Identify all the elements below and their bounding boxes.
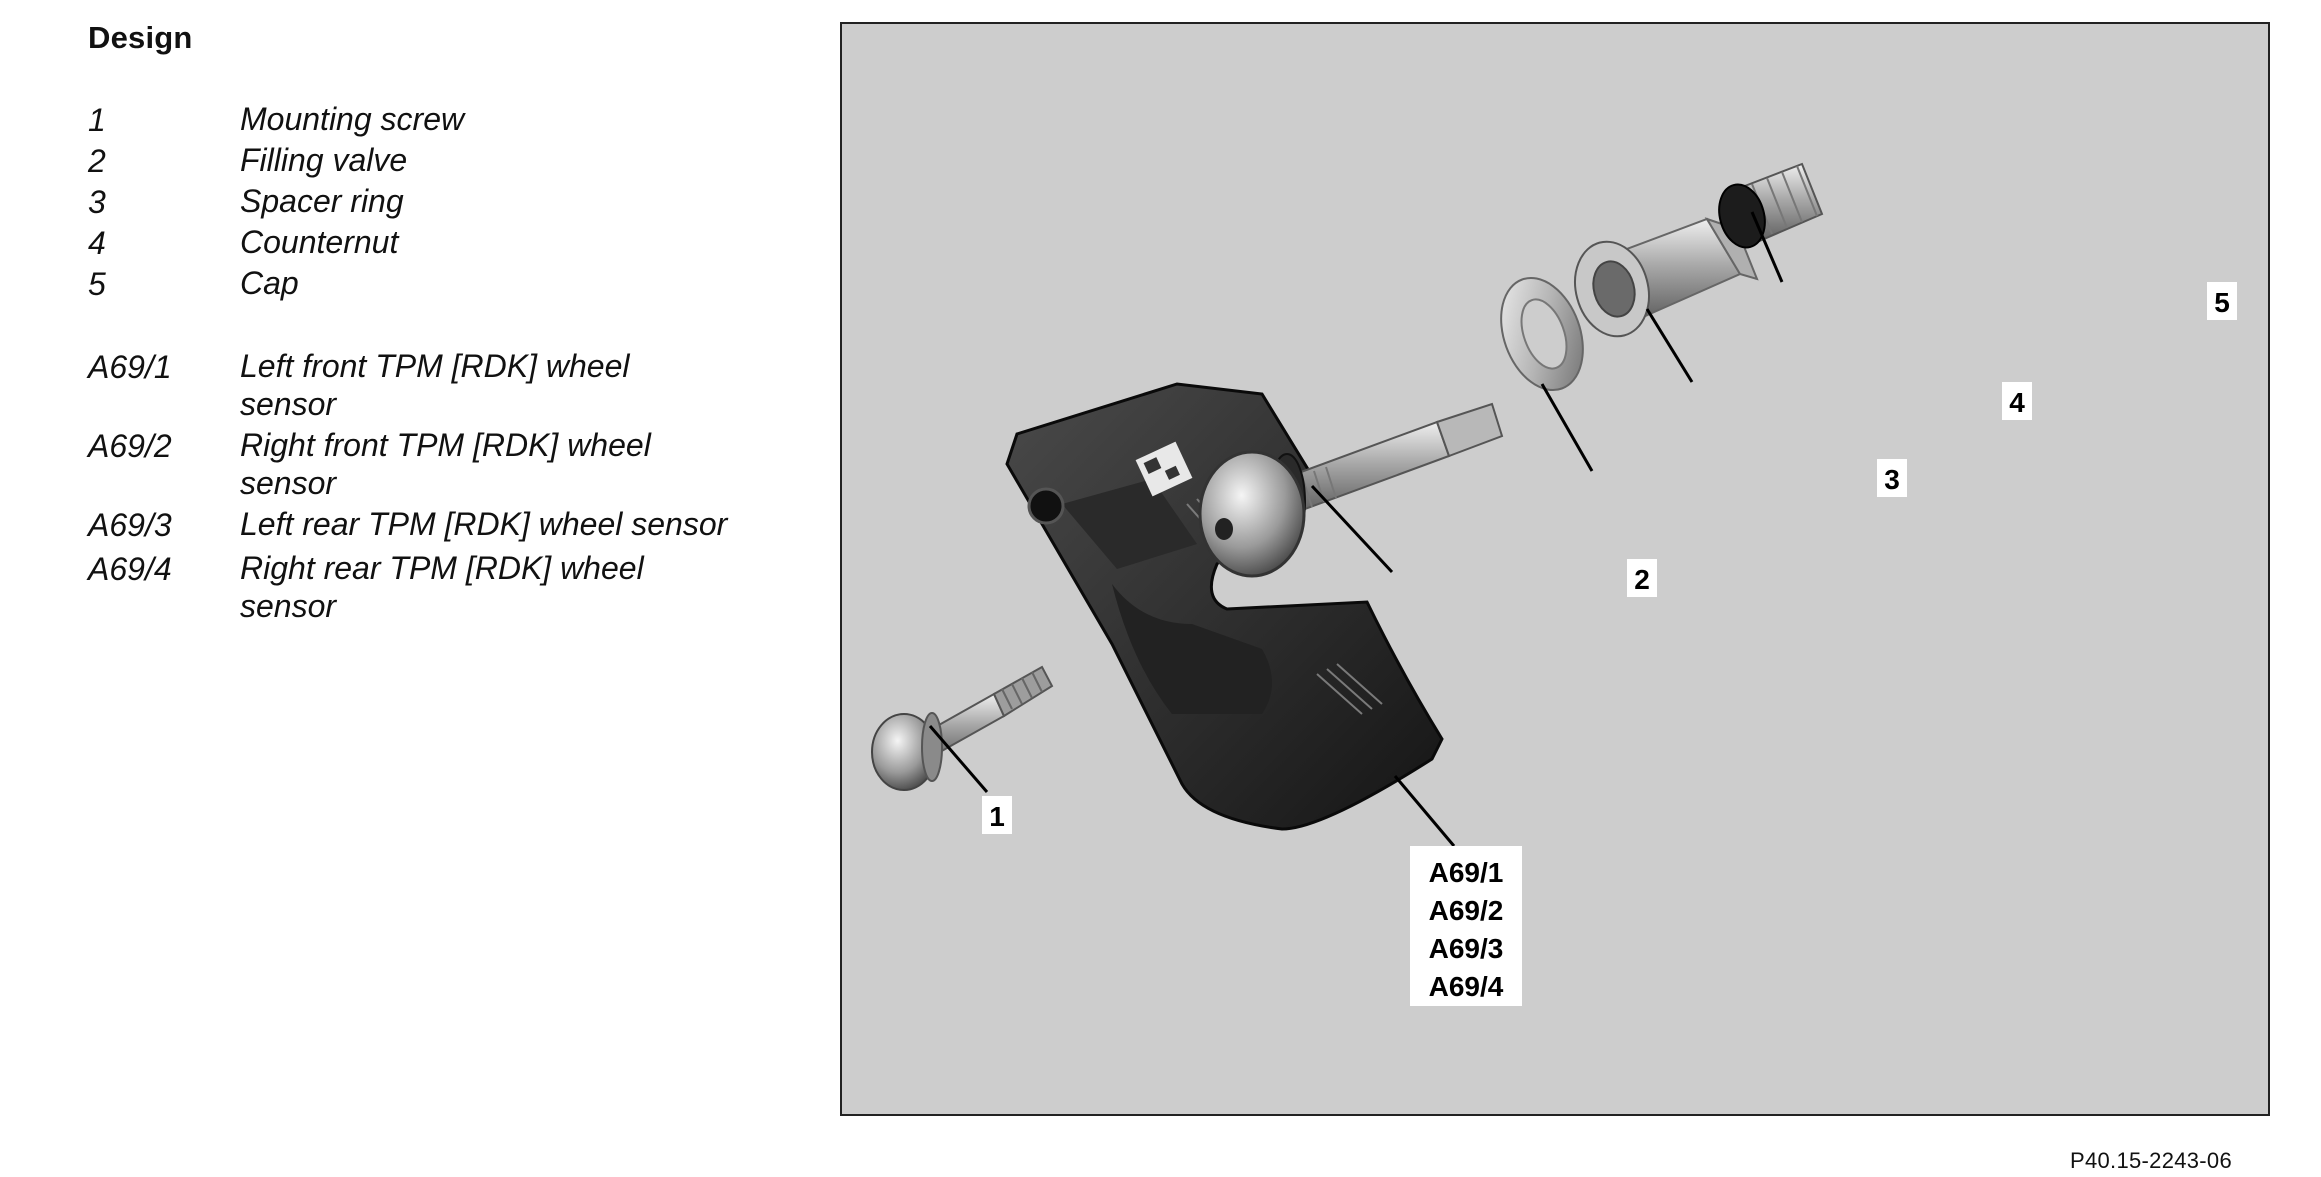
legend-key: 4 <box>88 225 106 261</box>
legend-key: A69/4 <box>88 551 172 587</box>
section-heading: Design <box>88 20 193 55</box>
figure-illustration <box>842 24 2268 1114</box>
legend-label: Mounting screw <box>240 101 465 137</box>
legend-row <box>88 100 728 141</box>
callout-a69-1: A69/1 <box>1428 857 1504 888</box>
legend-key: 1 <box>88 102 106 138</box>
legend-row <box>88 505 728 546</box>
mounting-screw <box>872 667 1052 790</box>
callout-a69-2: A69/2 <box>1428 895 1504 926</box>
legend-key: 2 <box>88 143 106 179</box>
legend-label: Left rear TPM [RDK] wheel sensor <box>240 506 728 542</box>
legend-row <box>88 426 728 502</box>
valve-cap <box>1712 164 1822 253</box>
legend-key: A69/3 <box>88 507 172 543</box>
legend-row <box>88 141 728 182</box>
callout-a69-3: A69/3 <box>1428 933 1504 964</box>
legend-key: A69/2 <box>88 428 172 464</box>
legend-key: 3 <box>88 184 106 220</box>
callout-a69-4: A69/4 <box>1428 971 1504 1002</box>
legend-row <box>88 182 728 223</box>
legend-row <box>88 264 728 305</box>
legend-label: Right front TPM [RDK] wheel sensor <box>240 427 651 501</box>
legend-key: A69/1 <box>88 349 172 385</box>
legend-label: Right rear TPM [RDK] wheel sensor <box>240 550 644 624</box>
figure-reference-id: P40.15-2243-06 <box>2070 1148 2232 1173</box>
legend-label: Left front TPM [RDK] wheel sensor <box>240 348 630 422</box>
callout-1: 1 <box>989 801 1005 832</box>
legend-label: Cap <box>240 265 299 301</box>
legend-row <box>88 549 728 625</box>
legend-row <box>88 223 728 264</box>
legend-label: Spacer ring <box>240 183 404 219</box>
legend-label: Filling valve <box>240 142 408 178</box>
legend-label: Counternut <box>240 224 399 260</box>
callout-4: 4 <box>2009 387 2025 418</box>
exploded-view-figure <box>840 22 2270 1116</box>
legend-key: 5 <box>88 266 106 302</box>
legend-row <box>88 347 728 423</box>
callout-3: 3 <box>1884 464 1900 495</box>
legend-spacer <box>88 305 728 347</box>
callout-5: 5 <box>2214 287 2230 318</box>
parts-legend <box>88 100 728 628</box>
callout-2: 2 <box>1634 564 1650 595</box>
